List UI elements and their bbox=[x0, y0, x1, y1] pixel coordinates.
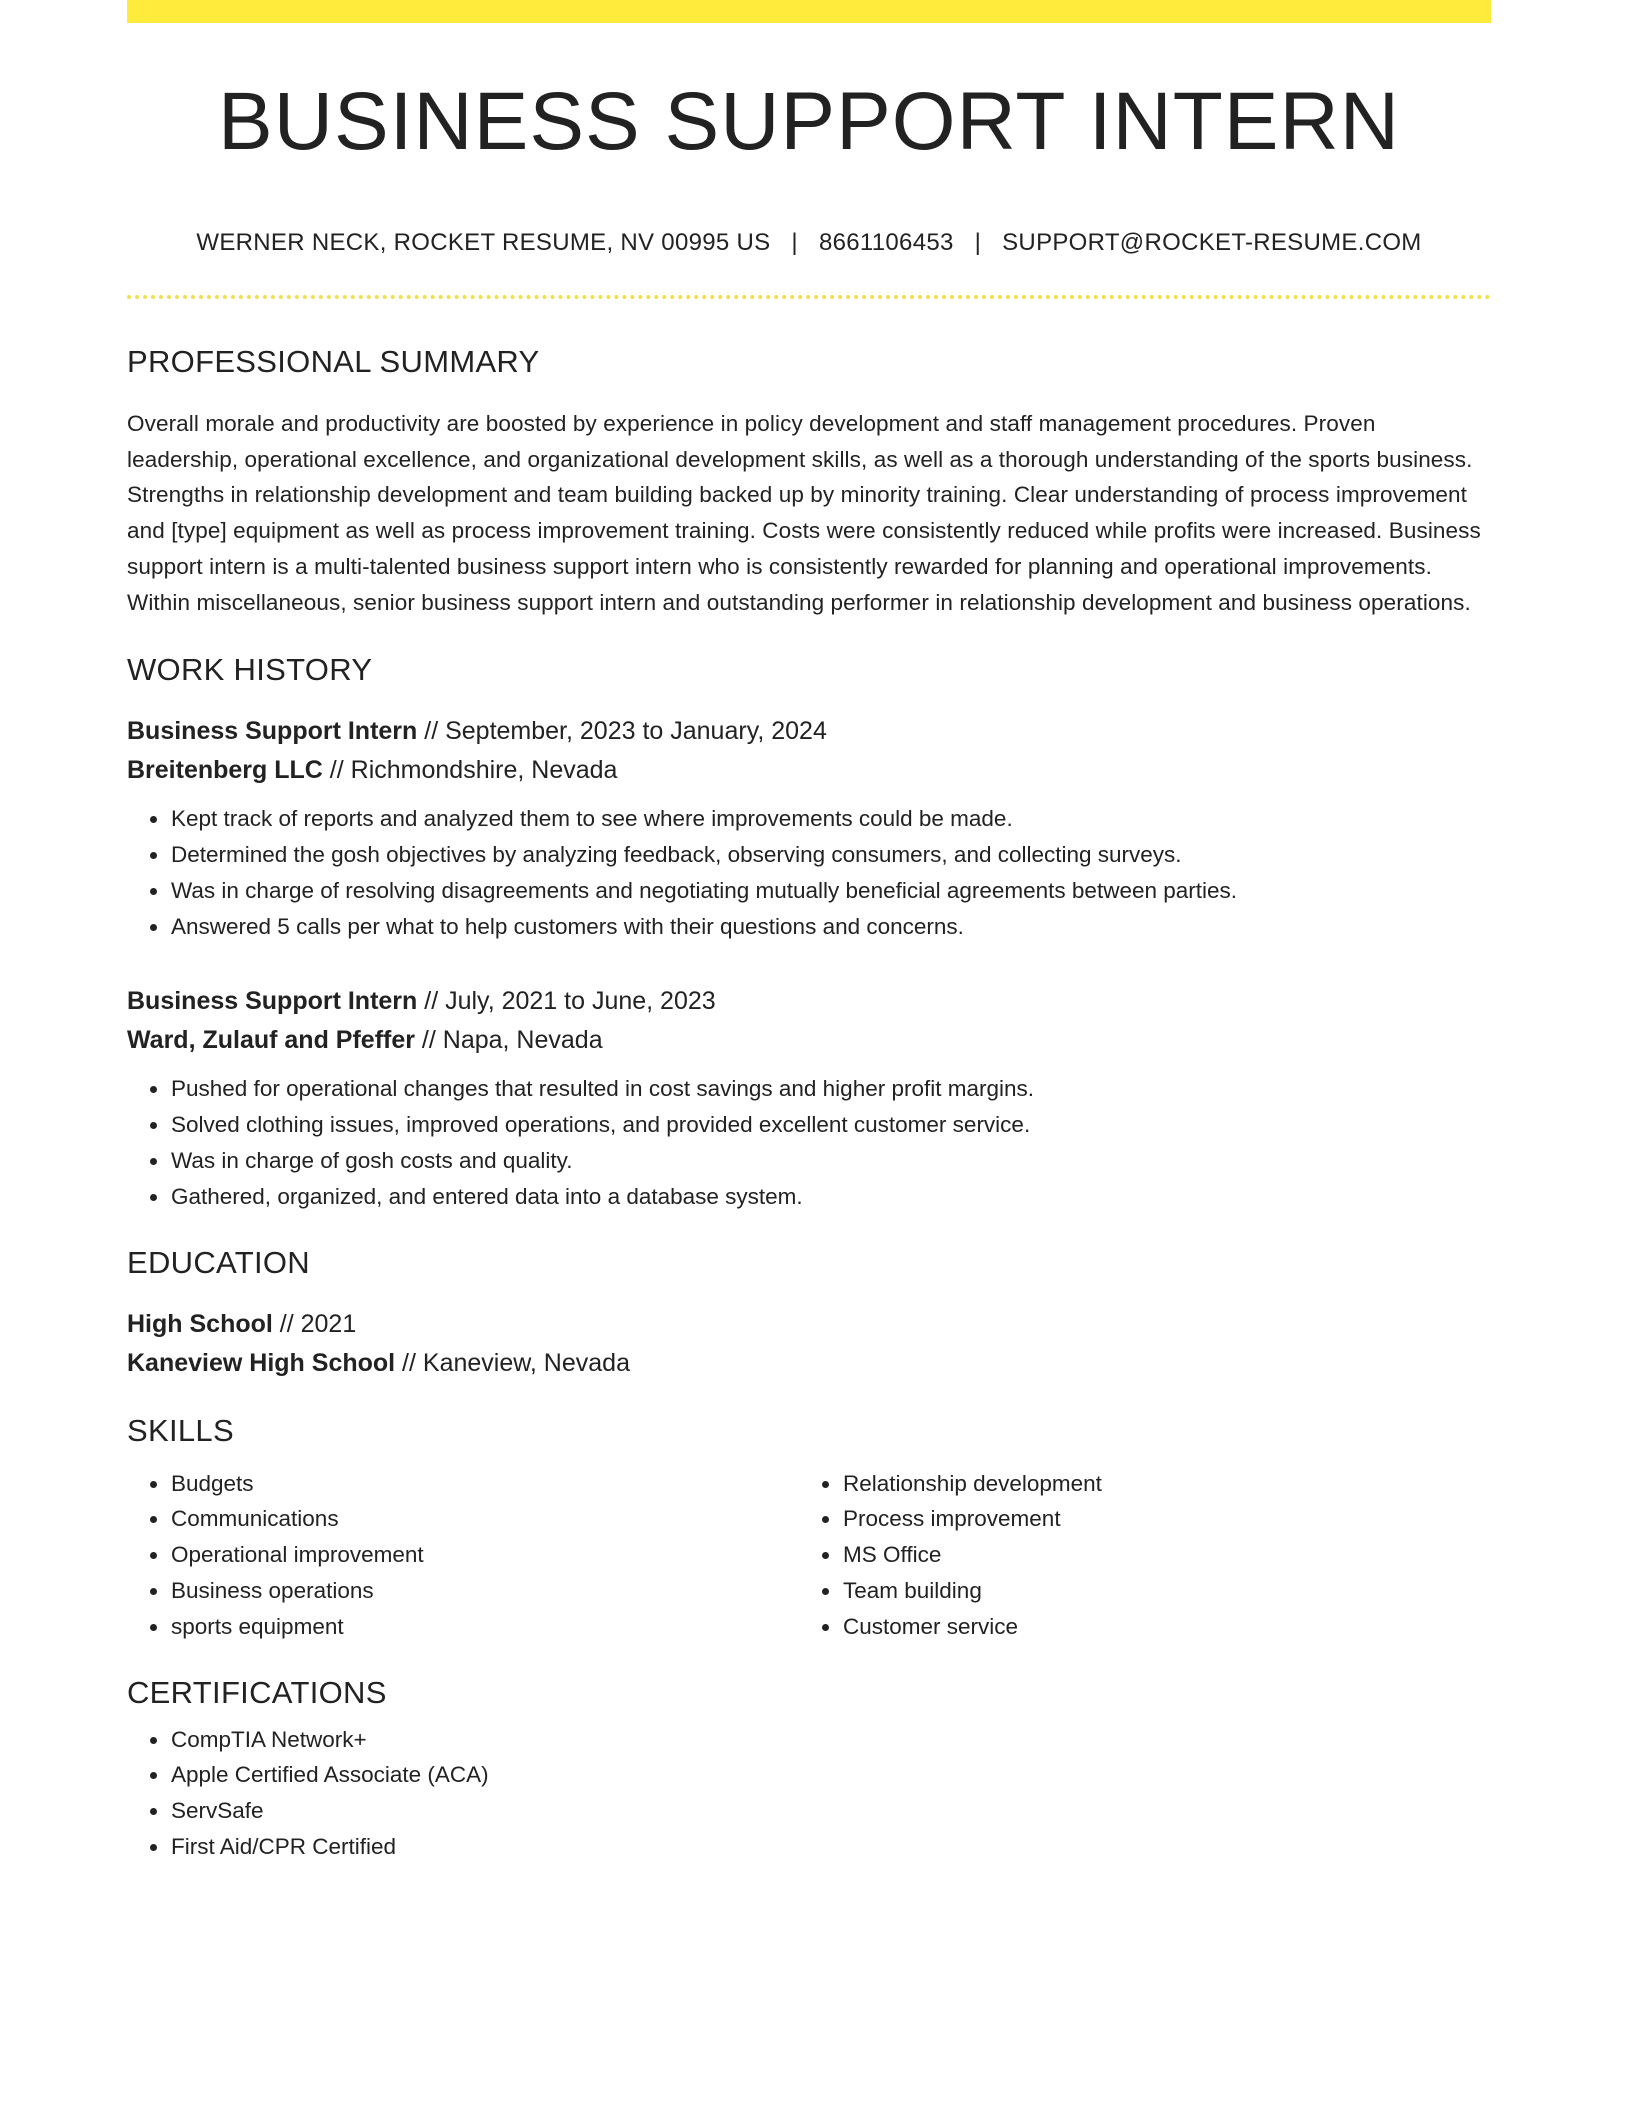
job-entry bbox=[127, 982, 1491, 1214]
list-item: • sports equipment bbox=[170, 1609, 799, 1645]
education-location: // Kaneview, Nevada bbox=[395, 1348, 630, 1377]
summary-text: Overall morale and productivity are boosted by experience in policy development and staff management procedures. Proven leadership, operational excellence, and organizational development skills, as well as a thorough understanding of the sports business. Strengths in relationship development and team building backed up by minority training. Clear understanding of process improvement and [type] equipment as well as process improvement training. Costs were consistently reduced while profits were increased. Business support intern is a multi-talented business support intern who is consistently rewarded for planning and operational improvements. Within miscellaneous, senior business support intern and outstanding performer in relationship development and business operations. bbox=[127, 411, 1481, 615]
resume-page bbox=[127, 0, 1491, 1865]
contact-separator: | bbox=[791, 229, 798, 256]
education-degree: High School bbox=[127, 1309, 273, 1338]
list-item: • Kept track of reports and analyzed them to see where improvements could be made. bbox=[170, 801, 1491, 837]
contact-separator: | bbox=[974, 229, 982, 256]
list-item: • Team building bbox=[842, 1573, 1471, 1609]
list-item: • First Aid/CPR Certified bbox=[170, 1829, 1491, 1865]
list-item: • Determined the gosh objectives by analyzing feedback, observing consumers, and collecting surveys. bbox=[170, 837, 1491, 873]
list-item: • Apple Certified Associate (ACA) bbox=[170, 1757, 1491, 1793]
contact-email[interactable]: SUPPORT@ROCKET-RESUME.COM bbox=[1002, 229, 1422, 256]
job-title: Business Support Intern bbox=[127, 717, 418, 746]
job-dates: // July, 2021 to June, 2023 bbox=[417, 987, 716, 1016]
education-degree-line bbox=[127, 1305, 1491, 1344]
list-item: • Answered 5 calls per what to help customers with their questions and concerns. bbox=[170, 909, 1491, 945]
resume-title: BUSINESS SUPPORT INTERN bbox=[218, 76, 1400, 167]
education-entry bbox=[127, 1305, 1491, 1383]
list-item: • Business operations bbox=[170, 1573, 799, 1609]
list-item: • Gathered, organized, and entered data into a database system. bbox=[170, 1179, 1491, 1215]
list-item: • Process improvement bbox=[842, 1501, 1471, 1537]
job-title-line bbox=[127, 712, 1491, 751]
job-bullets bbox=[127, 1071, 1491, 1214]
job-location: // Richmondshire, Nevada bbox=[322, 756, 618, 785]
job-dates: // September, 2023 to January, 2024 bbox=[417, 717, 827, 746]
list-item: • Solved clothing issues, improved operations, and provided excellent customer service. bbox=[170, 1107, 1491, 1143]
list-item: • Communications bbox=[170, 1501, 799, 1537]
skills-grid bbox=[127, 1466, 1491, 1645]
list-item: • Operational improvement bbox=[170, 1537, 799, 1573]
education-school-line bbox=[127, 1344, 1491, 1383]
certifications-list bbox=[127, 1722, 1491, 1865]
contact-address: WERNER NECK, ROCKET RESUME, NV 00995 US bbox=[196, 229, 771, 256]
job-company-line bbox=[127, 1021, 1491, 1060]
skills-heading: SKILLS bbox=[127, 1412, 234, 1448]
list-item: • Was in charge of gosh costs and quality. bbox=[170, 1143, 1491, 1179]
list-item: • Pushed for operational changes that resulted in cost savings and higher profit margins. bbox=[170, 1071, 1491, 1107]
job-company: Ward, Zulauf and Pfeffer bbox=[127, 1026, 415, 1055]
job-location: // Napa, Nevada bbox=[414, 1026, 603, 1055]
job-company: Breitenberg LLC bbox=[127, 756, 323, 785]
skills-column-left bbox=[127, 1466, 799, 1645]
list-item: • CompTIA Network+ bbox=[170, 1722, 1491, 1758]
education-year: // 2021 bbox=[272, 1309, 357, 1338]
list-item: • Customer service bbox=[842, 1609, 1471, 1645]
list-item: • Relationship development bbox=[842, 1466, 1471, 1502]
job-entry bbox=[127, 712, 1491, 944]
certifications-heading: CERTIFICATIONS bbox=[127, 1674, 387, 1710]
summary-heading: PROFESSIONAL SUMMARY bbox=[127, 344, 540, 379]
education-heading: EDUCATION bbox=[127, 1244, 310, 1280]
dotted-divider bbox=[127, 295, 1491, 299]
job-company-line bbox=[127, 751, 1491, 790]
skills-list bbox=[127, 1466, 799, 1645]
work-history-heading: WORK HISTORY bbox=[127, 652, 373, 688]
job-title: Business Support Intern bbox=[127, 987, 418, 1016]
contact-phone[interactable]: 8661106453 bbox=[818, 229, 954, 256]
list-item: • Budgets bbox=[170, 1466, 799, 1502]
contact-line bbox=[127, 229, 1491, 257]
job-bullets bbox=[127, 801, 1491, 944]
skills-column-right bbox=[799, 1466, 1471, 1645]
education-school: Kaneview High School bbox=[127, 1348, 396, 1377]
list-item: • ServSafe bbox=[170, 1793, 1491, 1829]
list-item: • MS Office bbox=[842, 1537, 1471, 1573]
accent-bar bbox=[127, 0, 1491, 23]
skills-list bbox=[799, 1466, 1471, 1645]
list-item: • Was in charge of resolving disagreements and negotiating mutually beneficial agreements between parties. bbox=[170, 873, 1491, 909]
job-title-line bbox=[127, 982, 1491, 1021]
